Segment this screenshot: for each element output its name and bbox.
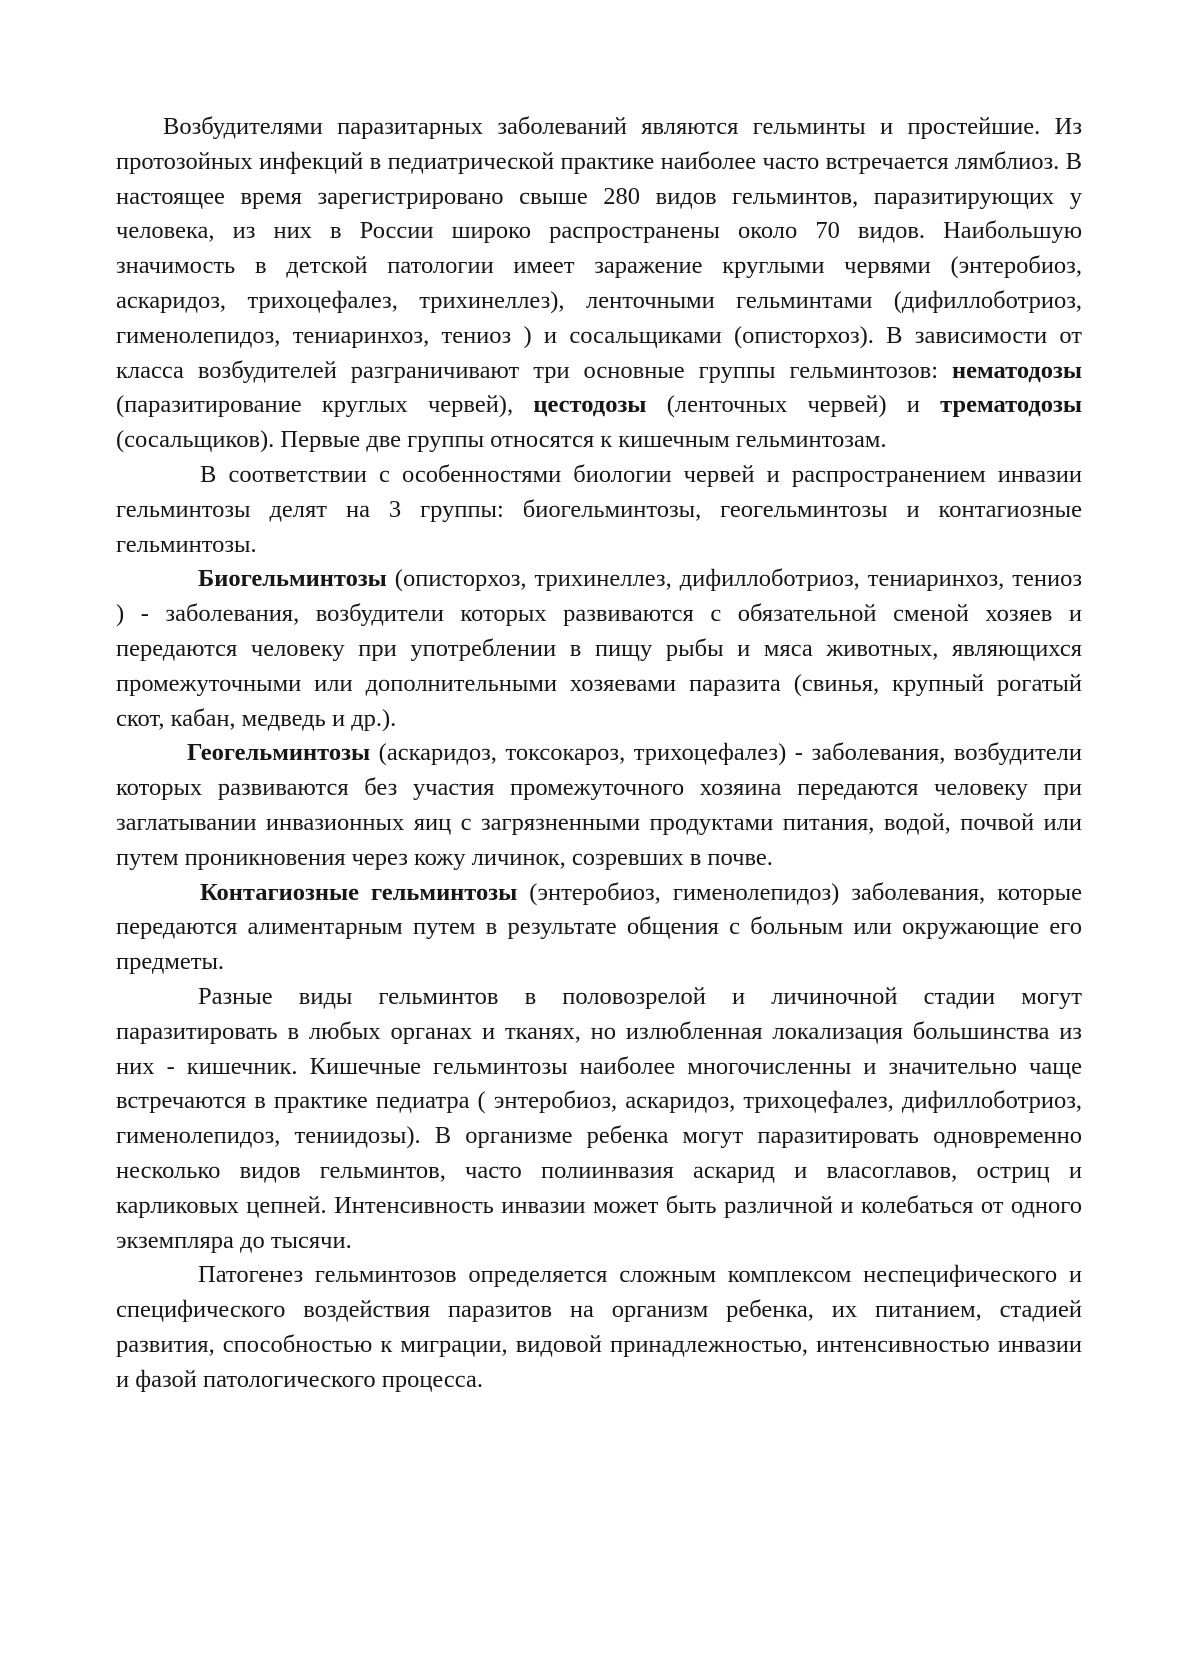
paragraph-pathogenesis-text: Патогенез гельминтозов определяется сложным комплексом неспецифического и специфического воздействия паразитов на организм ребенка, их питанием, стадией развития, способностью к миграции, видовой принадлежностью, интенсивностью инвазии и фазой патологического процесса. bbox=[116, 1261, 1082, 1393]
paragraph-geohelminthoses bbox=[116, 736, 1082, 875]
paragraph-geohelminthoses-text: (аскаридоз, токсокароз, трихоцефалез) - заболевания, возбудители которых развиваются без участия промежуточного хозяина передаются человеку при заглатывании инвазионных яиц с загрязненными продуктами питания, водой, почвой или путем проникновения через кожу личинок, созревших в почве. bbox=[116, 739, 1082, 871]
paragraph-biohelminthoses-text: (описторхоз, трихинеллез, дифиллоботриоз, тениаринхоз, тениоз ) - заболевания, возбудители которых развиваются с обязательной сменой хозяев и передаются человеку при употреблении в пищу рыбы и мяса животных, являющихся промежуточными или дополнительными хозяевами паразита (свинья, крупный рогатый скот, кабан, медведь и др.). bbox=[116, 565, 1082, 732]
paragraph-localization-text: Разные виды гельминтов в половозрелой и личиночной стадии могут паразитировать в любых органах и тканях, но излюбленная локализация большинства из них - кишечник. Кишечные гельминтозы наиболее многочисленны и значительно чаще встречаются в практике педиатра ( энтеробиоз, аскаридоз, трихоцефалез, дифиллоботриоз, гименолепидоз, тениидозы). В организме ребенка могут паразитировать одновременно несколько видов гельминтов, часто полиинвазия аскарид и власоглавов, остриц и карликовых цепней. Интенсивность инвазии может быть различной и колебаться от одного экземпляра до тысячи. bbox=[116, 982, 1082, 1254]
paragraph-contagious bbox=[116, 876, 1082, 980]
paragraph-intro-text-2: (паразитирование круглых червей), bbox=[116, 391, 534, 419]
term-contagious-helminthoses: Контагиозные гельминтозы bbox=[200, 878, 518, 906]
paragraph-intro-text-3: (ленточных червей) и bbox=[646, 391, 941, 419]
term-nematodoses: нематодозы bbox=[951, 356, 1082, 384]
paragraph-intro-text-1: Возбудителями паразитарных заболеваний являются гельминты и простейшие. Из протозойных инфекций в педиатрической практике наиболее часто встречается лямблиоз. В настоящее время зарегистрировано свыше 280 видов гельминтов, паразитирующих у человека, из них в России широко распространены около 70 видов. Наибольшую значимость в детской патологии имеет заражение круглыми червями (энтеробиоз, аскаридоз, трихоцефалез, трихинеллез), ленточными гельминтами (дифиллоботриоз, гименолепидоз, тениаринхоз, тениоз ) и сосальщиками (описторхоз). В зависимости от класса возбудителей разграничивают три основные группы гельминтозов: bbox=[116, 113, 1082, 384]
document-page bbox=[116, 110, 1082, 1397]
paragraph-localization bbox=[116, 980, 1082, 1258]
paragraph-contagious-text: (энтеробиоз, гименолепидоз) заболевания, которые передаются алиментарным путем в результате общения с больным или окружающие его предметы. bbox=[116, 878, 1082, 976]
paragraph-pathogenesis bbox=[116, 1258, 1082, 1397]
term-geohelminthoses: Геогельминтозы bbox=[187, 739, 371, 767]
term-trematodoses: трематодозы bbox=[940, 391, 1083, 419]
paragraph-classification bbox=[116, 458, 1082, 562]
paragraph-classification-text: В соответствии с особенностями биологии червей и распространением инвазии гельминтозы делят на 3 группы: биогельминтозы, геогельминтозы и контагиозные гельминтозы. bbox=[116, 460, 1082, 558]
paragraph-intro bbox=[116, 110, 1082, 458]
term-cestodoses: цестодозы bbox=[533, 391, 647, 419]
paragraph-biohelminthoses bbox=[116, 562, 1082, 736]
term-biohelminthoses: Биогельминтозы bbox=[198, 565, 387, 593]
paragraph-intro-text-4: (сосальщиков). Первые две группы относятся к кишечным гельминтозам. bbox=[116, 426, 887, 454]
